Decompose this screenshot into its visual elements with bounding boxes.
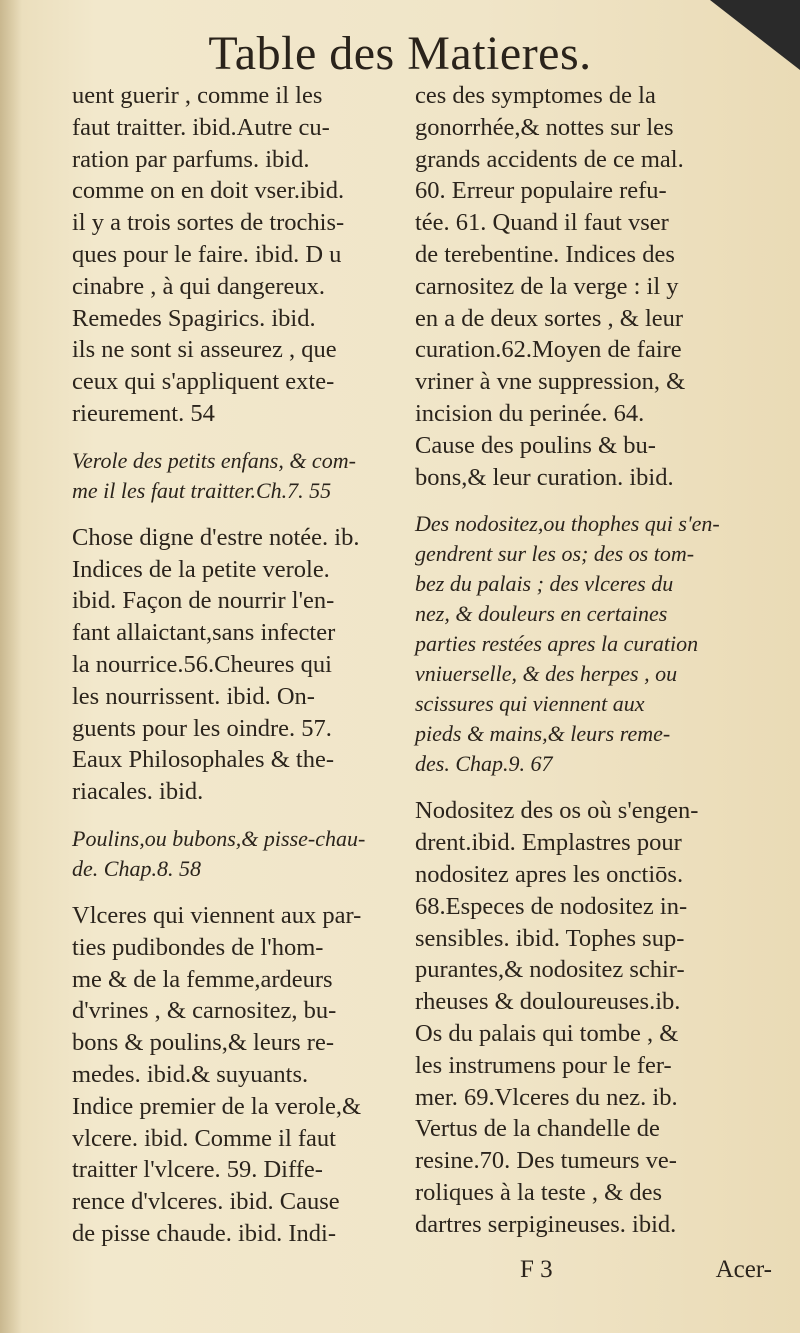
text-line: Vertus de la chandelle de xyxy=(415,1115,660,1143)
left-block-3 xyxy=(72,900,402,1250)
text-line: Vlceres qui viennent aux par- xyxy=(72,901,362,929)
text-line: Des nodositez,ou thophes qui s'en- xyxy=(415,511,720,537)
text-line: les instrumens pour le fer- xyxy=(415,1051,672,1079)
text-line: Indice premier de la verole,& xyxy=(72,1092,362,1120)
text-line: 60. Erreur populaire refu- xyxy=(415,177,667,205)
text-line: de. Chap.8. 58 xyxy=(72,855,201,881)
text-line: ration par parfums. ibid. xyxy=(72,145,310,173)
text-line: bez du palais ; des vlceres du xyxy=(415,571,674,597)
text-line: ils ne sont si asseurez , que xyxy=(72,336,337,364)
text-line: 68.Especes de nodositez in- xyxy=(415,892,688,920)
text-line: d'vrines , & carnositez, bu- xyxy=(72,997,337,1025)
text-line: guents pour les oindre. 57. xyxy=(72,714,332,742)
text-line: rence d'vlceres. ibid. Cause xyxy=(72,1188,340,1216)
text-line: vniuerselle, & des herpes , ou xyxy=(415,661,678,687)
text-line: ties pudibondes de l'hom- xyxy=(72,933,324,961)
text-line: bons,& leur curation. ibid. xyxy=(415,463,674,491)
text-line: sensibles. ibid. Tophes sup- xyxy=(415,924,685,952)
text-line: Cause des poulins & bu- xyxy=(415,431,656,459)
text-line: drent.ibid. Emplastres pour xyxy=(415,829,682,857)
text-line: de pisse chaude. ibid. Indi- xyxy=(72,1219,336,1247)
text-line: pieds & mains,& leurs reme- xyxy=(415,721,671,747)
text-line: les nourrissent. ibid. On- xyxy=(72,682,315,710)
right-block-1 xyxy=(415,80,770,493)
text-line: de terebentine. Indices des xyxy=(415,240,675,268)
text-line: Nodositez des os où s'engen- xyxy=(415,797,699,825)
text-line: me il les faut traitter.Ch.7. 55 xyxy=(72,477,332,503)
text-line: ceux qui s'appliquent exte- xyxy=(72,368,335,396)
text-line: Eaux Philosophales & the- xyxy=(72,746,334,774)
right-column xyxy=(415,80,770,1241)
text-line: uent guerir , comme il les xyxy=(72,82,323,109)
text-line: vriner à vne suppression, & xyxy=(415,368,686,396)
text-line: Indices de la petite verole. xyxy=(72,555,330,583)
text-line: rheuses & douloureuses.ib. xyxy=(415,988,681,1016)
right-heading-1 xyxy=(415,509,770,779)
text-line: me & de la femme,ardeurs xyxy=(72,965,333,993)
text-line: Poulins,ou bubons,& pisse-chau- xyxy=(72,825,366,851)
text-line: nodositez apres les onctiōs. xyxy=(415,860,684,888)
catchword: Acer- xyxy=(715,1256,772,1283)
text-line: purantes,& nodositez schir- xyxy=(415,956,685,984)
text-line: ces des symptomes de la xyxy=(415,82,656,109)
left-heading-1 xyxy=(72,446,402,506)
text-line: rieurement. 54 xyxy=(72,399,215,427)
text-line: il y a trois sortes de trochis- xyxy=(72,209,345,237)
page-gutter-shadow xyxy=(0,0,22,1333)
page-title: Table des Matieres. xyxy=(208,27,592,80)
text-line: curation.62.Moyen de faire xyxy=(415,336,682,364)
text-line: vlcere. ibid. Comme il faut xyxy=(72,1124,336,1152)
text-line: resine.70. Des tumeurs ve- xyxy=(415,1147,677,1175)
text-line: cinabre , à qui dangereux. xyxy=(72,272,326,300)
text-line: incision du perinée. 64. xyxy=(415,399,645,427)
text-line: bons & poulins,& leurs re- xyxy=(72,1029,334,1057)
left-heading-2 xyxy=(72,824,402,884)
text-line: tée. 61. Quand il faut vser xyxy=(415,209,669,237)
text-line: traitter l'vlcere. 59. Diffe- xyxy=(72,1156,323,1184)
text-line: Chose digne d'estre notée. ib. xyxy=(72,523,360,551)
text-line: la nourrice.56.Cheures qui xyxy=(72,650,332,678)
text-line: Os du palais qui tombe , & xyxy=(415,1019,679,1047)
text-line: nez, & douleurs en certaines xyxy=(415,601,668,627)
text-line: en a de deux sortes , & leur xyxy=(415,304,684,332)
text-line: riacales. ibid. xyxy=(72,778,204,806)
text-line: parties restées apres la curation xyxy=(415,631,699,657)
text-line: gendrent sur les os; des os tom- xyxy=(415,541,695,567)
text-line: fant allaictant,sans infecter xyxy=(72,619,336,647)
text-line: carnositez de la verge : il y xyxy=(415,272,679,300)
right-block-2 xyxy=(415,795,770,1240)
text-line: scissures qui viennent aux xyxy=(415,691,645,717)
signature-mark: F 3 xyxy=(520,1256,553,1283)
text-line: mer. 69.Vlceres du nez. ib. xyxy=(415,1083,678,1111)
text-line: gonorrhée,& nottes sur les xyxy=(415,113,674,141)
text-line: Verole des petits enfans, & com- xyxy=(72,447,356,473)
text-line: ques pour le faire. ibid. D u xyxy=(72,240,342,268)
text-line: comme on en doit vser.ibid. xyxy=(72,177,345,205)
text-line: grands accidents de ce mal. xyxy=(415,145,684,173)
left-block-2 xyxy=(72,522,402,808)
text-line: des. Chap.9. 67 xyxy=(415,751,553,777)
left-block-1 xyxy=(72,80,402,430)
text-line: faut traitter. ibid.Autre cu- xyxy=(72,113,330,141)
text-line: medes. ibid.& suyuants. xyxy=(72,1060,309,1088)
text-line: ibid. Façon de nourrir l'en- xyxy=(72,587,335,615)
text-line: Remedes Spagirics. ibid. xyxy=(72,304,316,332)
text-line: dartres serpigineuses. ibid. xyxy=(415,1210,677,1238)
text-line: roliques à la teste , & des xyxy=(415,1178,662,1206)
left-column xyxy=(72,80,402,1250)
